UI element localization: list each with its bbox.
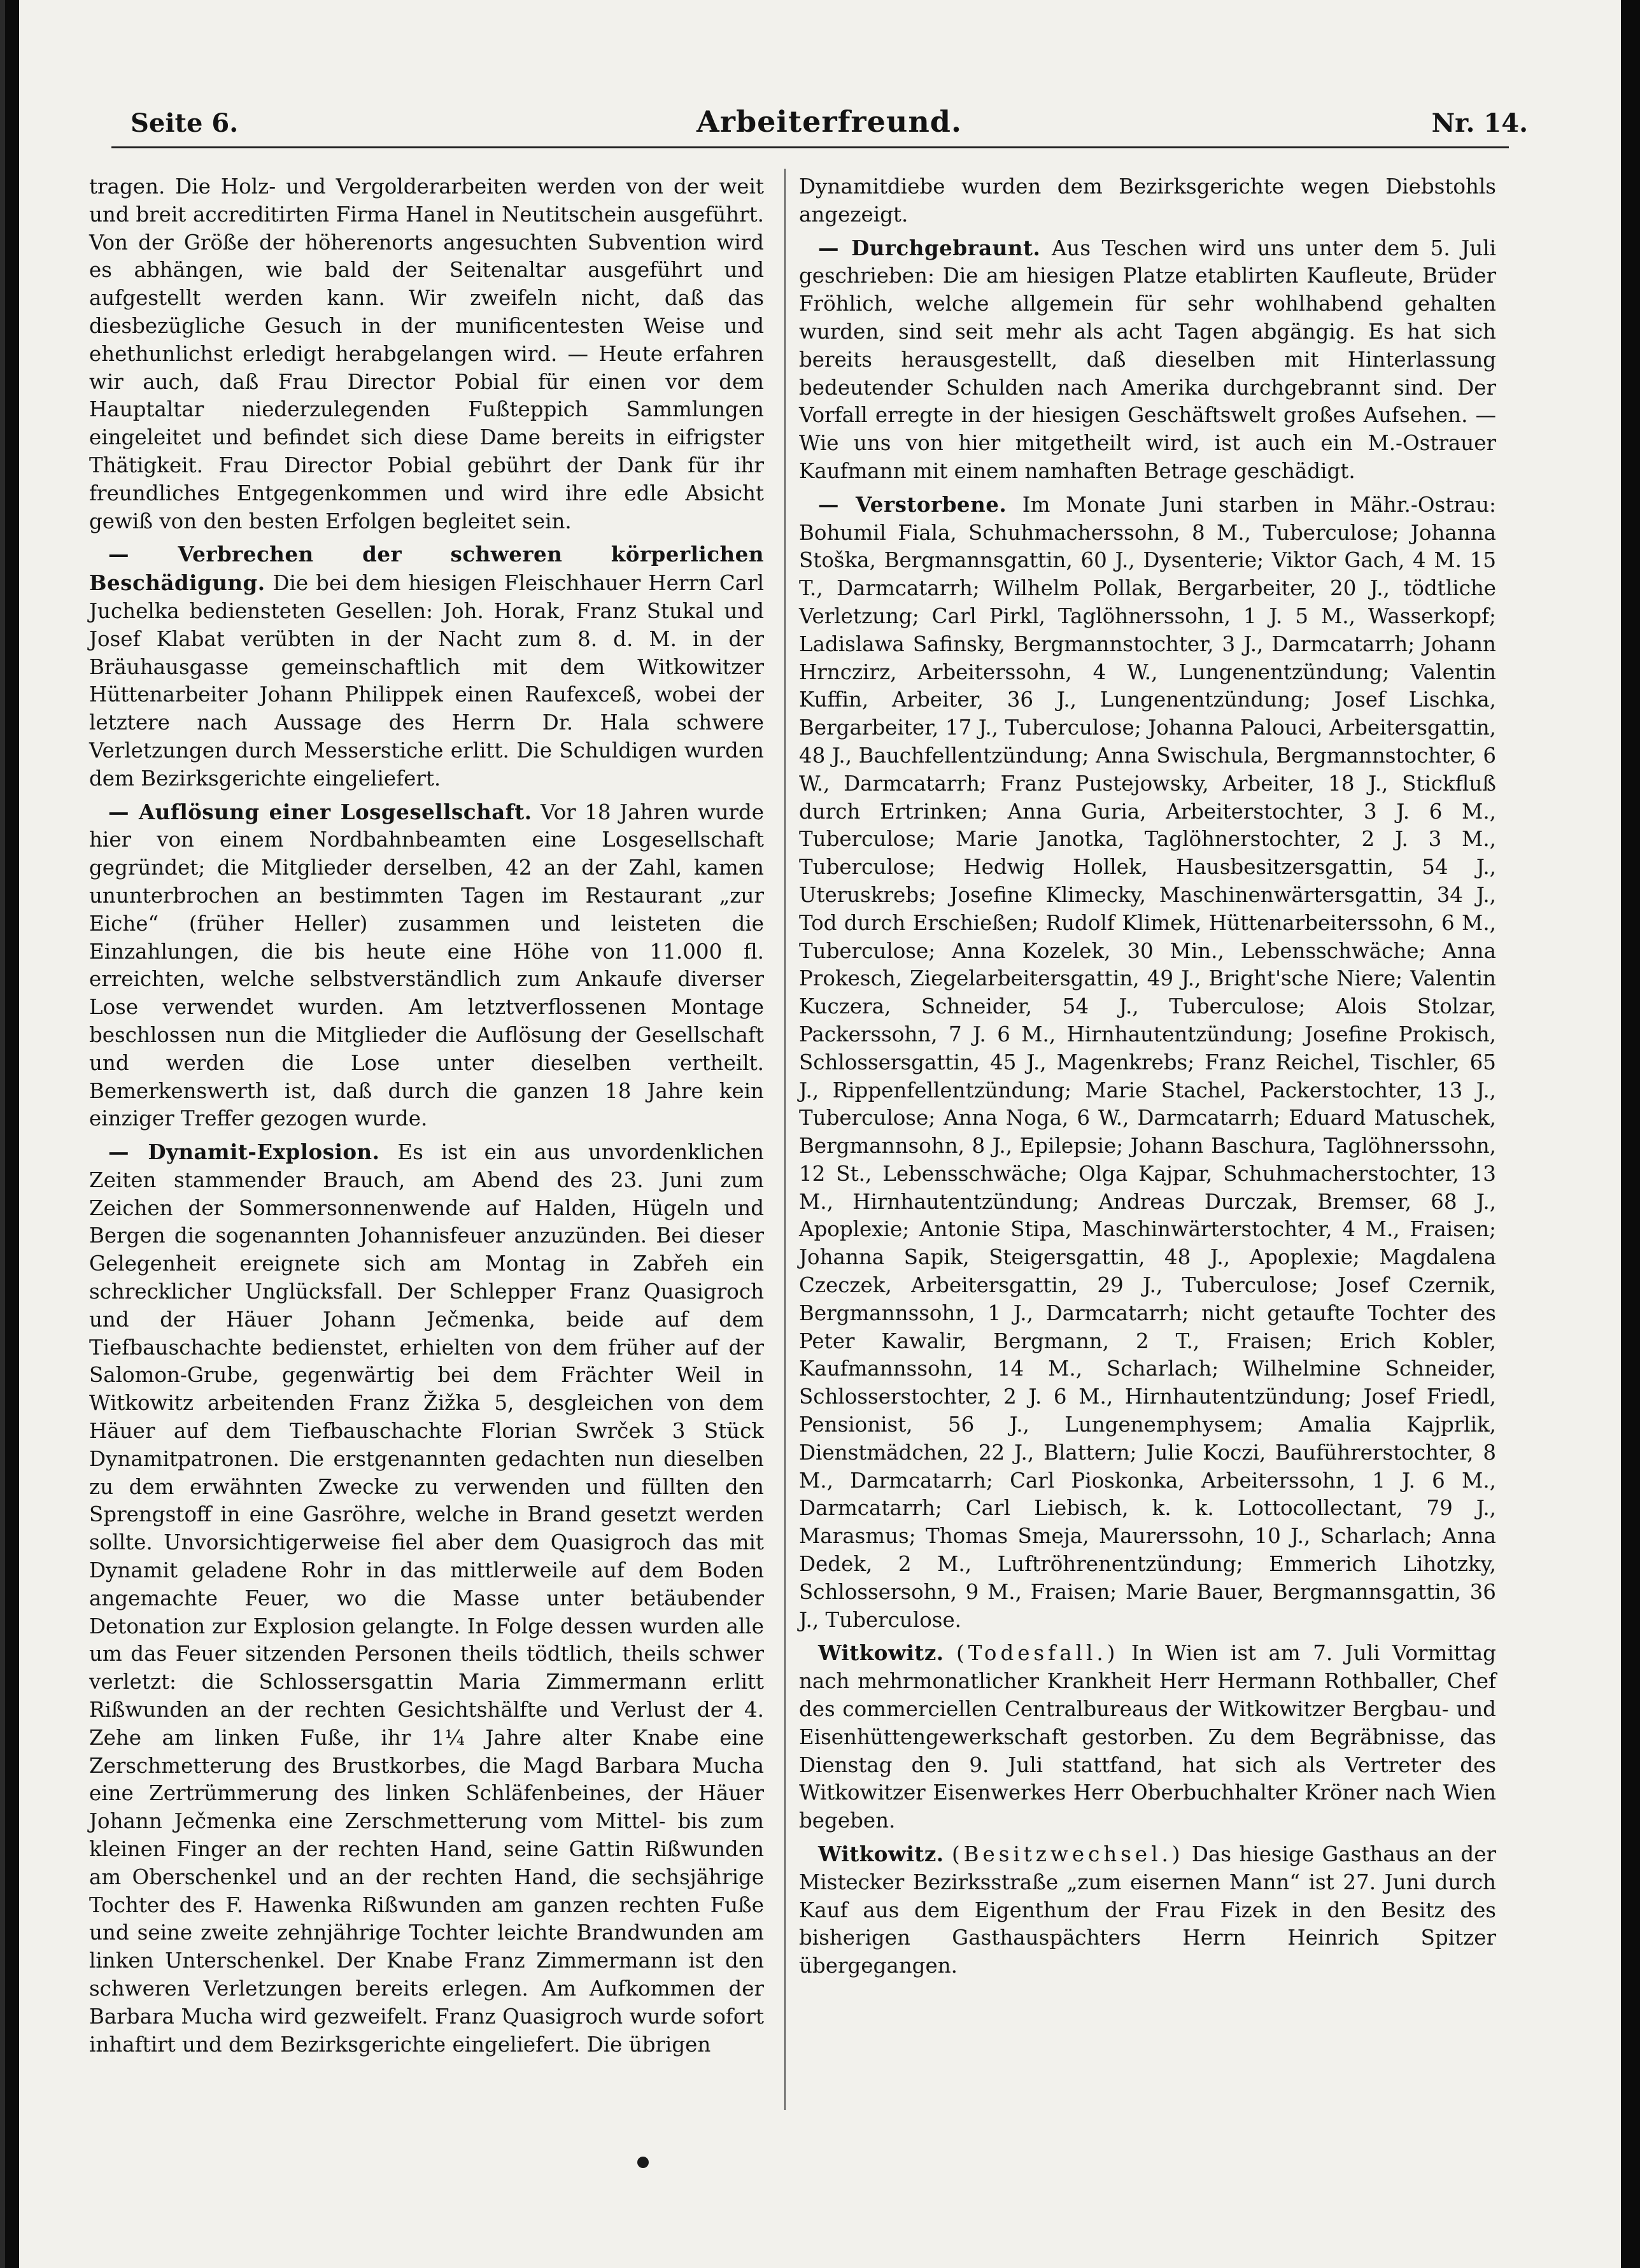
article-deceased-body: Im Monate Juni starben in Mähr.-Ostrau: Bohumil Fiala, Schuhmacherssohn, 8 M., Tuberculose; Johanna Stoška, Bergmannsgattin, 60 J., Dysenterie; Viktor Gach, 4 M. 15 T., Darmcatarrh; Wilhelm Pollak, Bergarbeiter, 20 J., tödtliche Verletzung; Carl Pirkl, Taglöhnerssohn, 1 J. 5 M., Wasserkopf; Ladislawa Safinsky, Bergmannstochter, 3 J., Darmcatarrh; Johann Hrnczirz, Arbeiterssohn, 4 W., Lungenentzündung; Valentin Kuffin, Arbeiter, 36 J., Lungenentzündung; Josef Lischka, Bergarbeiter, 17 J., Tuberculose; Johanna Palouci, Arbeitersgattin, 48 J., Bauchfellentzündung; Anna Swischula, Bergmannstochter, 6 W., Darmcatarrh; Franz Pustejowsky, Arbeiter, 18 J., Stickfluß durch Ertrinken; Anna Guria, Arbeiterstochter, 3 J. 6 M., Tuberculose; Marie Janotka, Taglöhnerstochter, 2 J. 3 M., Tuberculose; Hedwig Hollek, Hausbesitzersgattin, 54 J., Uteruskrebs; Josefine Klimecky, Maschinenwärtersgattin, 34 J., Tod durch Erschießen; Rudolf Klimek, Hüttenarbeiterssohn, 6 M., Tuberculose; Anna Kozelek, 30 Min., Lebensschwäche; Anna Prokesch, Ziegelarbeitersgattin, 49 J., Bright'sche Niere; Valentin Kuczera, Schneider, 54 J., Tuberculose; Alois Stolzar, Packerssohn, 7 J. 6 M., Hirnhautentzündung; Josefine Prokisch, Schlossersgattin, 45 J., Magenkrebs; Franz Reichel, Tischler, 65 J., Rippenfellentzündung; Marie Stachel, Packerstochter, 13 J., Tuberculose; Anna Noga, 6 W., Darmcatarrh; Eduard Matuschek, Bergmannsohn, 8 J., Epilepsie; Johann Baschura, Taglöhnerssohn, 12 St., Lebensschwäche; Olga Kajpar, Schuhmacherstochter, 13 M., Hirnhautentzündung; Andreas Durczak, Bremser, 68 J., Apoplexie; Antonie Stipa, Maschinwärterstochter, 4 M., Fraisen; Johanna Sapik, Steigersgattin, 48 J., Apoplexie; Magdalena Czeczek, Arbeitersgattin, 29 J., Tuberculose; Josef Czernik, Bergmannssohn, 1 J., Darmcatarrh; nicht getaufte Tochter des Peter Kawalir, Bergmann, 2 T., Fraisen; Erich Kobler, Kaufmannssohn, 14 M., Scharlach; Wilhelmine Schneider, Schlosserstochter, 2 J. 6 M., Hirnhautentzündung; Josef Friedl, Pensionist, 56 J., Lungenemphysem; Amalia Kajprlik, Dienstmädchen, 22 J., Blattern; Julie Koczi, Bauführerstochter, 8 M., Darmcatarrh; Carl Pioskonka, Arbeiterssohn, 1 J. 6 M., Darmcatarrh; Carl Liebisch, k. k. Lottocollectant, 79 J., Marasmus; Thomas Smeja, Maurerssohn, 10 J., Scharlach; Anna Dedek, 2 M., Luftröhrenentzündung; Emmerich Lihotzky, Schlossersohn, 9 M., Fraisen; Marie Bauer, Bergmannsgattin, 36 J., Tuberculose. xyxy=(799,492,1496,1632)
article-deceased-title: — Verstorbene. xyxy=(818,491,1007,517)
article-deceased xyxy=(799,491,1496,1635)
article-witkowitz-death-title: Witkowitz. xyxy=(818,1640,944,1666)
article-assault xyxy=(89,540,764,792)
article-witkowitz-death-body: In Wien ist am 7. Juli Vormittag nach mehrmonatlicher Krankheit Herr Hermann Rothballer, Chef des commerciellen Centralbureaus der Witkowitzer Bergbau- und Eisenhüttengewerkschaft gestorben. Zu dem Begräbnisse, das Dienstag den 9. Juli stattfand, hat sich als Vertreter des Witkowitzer Eisenwerkes Herr Oberbuchhalter Kröner nach Wien begeben. xyxy=(799,1641,1496,1833)
article-absconded xyxy=(799,234,1496,486)
article-witkowitz-ownership xyxy=(799,1840,1496,1980)
article-witkowitz-ownership-body: Das hiesige Gasthaus an der Mistecker Bezirksstraße „zum eisernen Mann“ ist 27. Juni durch Kauf aus dem Eigenthum der Frau Fizek in den Besitz des bisherigen Gasthauspächters Herrn Heinrich Spitzer übergegangen. xyxy=(799,1842,1497,1978)
article-absconded-title: — Durchgebraunt. xyxy=(818,235,1041,260)
left-column xyxy=(89,173,764,2059)
ink-dot xyxy=(637,2157,649,2168)
article-lottery-title: — Auflösung einer Losgesellschaft. xyxy=(108,799,532,824)
page-header xyxy=(131,102,1528,146)
column-divider xyxy=(784,169,786,2110)
issue-number: Nr. 14. xyxy=(1431,108,1528,138)
article-witkowitz-death xyxy=(799,1639,1496,1835)
masthead-title: Arbeiterfreund. xyxy=(696,104,962,139)
scan-edge xyxy=(0,0,5,2268)
article-absconded-body: Aus Teschen wird uns unter dem 5. Juli geschrieben: Die am hiesigen Platze etablirten Kaufleute, Brüder Fröhlich, welche allgemein für sehr wohlhabend gehalten wurden, sind seit mehr als acht Tagen abgängig. Es hat sich bereits herausgestellt, daß dieselben mit Hinterlassung bedeutender Schulden nach Amerika durchgebrannt sind. Der Vorfall erregte in der hiesigen Geschäftswelt großes Aufsehen. — Wie uns von hier mitgetheilt wird, ist auch ein M.-Ostrauer Kaufmann mit einem namhaften Betrage geschädigt. xyxy=(799,236,1496,483)
article-lottery-body: Vor 18 Jahren wurde hier von einem Nordbahnbeamten eine Losgesellschaft gegründet; die Mitglieder derselben, 42 an der Zahl, kamen ununterbrochen an bestimmten Tagen im Restaurant „zur Eiche“ (früher Heller) zusammen und leisteten die Einzahlungen, die bis heute eine Höhe von 11.000 fl. erreichten, welche selbstverständlich zum Ankaufe diverser Lose verwendet wurden. Am letztverflossenen Montage beschlossen nun die Mitglieder die Auflösung der Gesellschaft und werden die Lose unter dieselben vertheilt. Bemerkenswerth ist, daß durch die ganzen 18 Jahre kein einziger Treffer gezogen wurde. xyxy=(89,799,764,1131)
header-rule xyxy=(111,146,1509,148)
article-assault-title: — Verbrechen der schweren körperlichen Beschädigung. xyxy=(89,542,764,596)
article-explosion-continuation: Dynamitdiebe wurden dem Bezirksgerichte wegen Diebstohls angezeigt. xyxy=(799,174,1496,227)
article-witkowitz-ownership-sub: (Besitzwechsel.) xyxy=(951,1842,1184,1867)
page-number: Seite 6. xyxy=(131,108,239,138)
article-assault-body: Die bei dem hiesigen Fleischhauer Herrn Carl Juchelka bediensteten Gesellen: Joh. Horak, Franz Stukal und Josef Klabat verübten in der Nacht zum 8. d. M. in der Bräuhausgasse gemeinschaftlich mit dem Witkowitzer Hüttenarbeiter Johann Philippek einen Raufexceß, wobei der letztere nach Aussage des Herrn Dr. Hala schwere Verletzungen durch Messerstiche erlitt. Die Schuldigen wurden dem Bezirksgerichte eingeliefert. xyxy=(89,571,764,791)
article-witkowitz-death-sub: (Todesfall.) xyxy=(956,1641,1119,1666)
article-witkowitz-ownership-title: Witkowitz. xyxy=(818,1842,944,1867)
article-explosion-title: — Dynamit-Explosion. xyxy=(108,1139,380,1165)
right-column xyxy=(799,173,1496,1980)
article-explosion-body: Es ist ein aus unvordenklichen Zeiten stammender Brauch, am Abend des 23. Juni zum Zeichen der Sommersonnenwende auf Halden, Hügeln und Bergen die sogenannten Johannisfeuer anzuzünden. Bei dieser Gelegenheit ereignete sich am Montag in Zabřeh ein schrecklicher Unglücksfall. Der Schlepper Franz Quasigroch und der Häuer Johann Ječmenka, beide auf dem Tiefbauschachte bedienstet, erhielten von dem früher auf der Salomon-Grube, gegenwärtig bei dem Frächter Weil in Witkowitz arbeitenden Franz Žižka 5, desgleichen von dem Häuer auf dem Tiefbauschachte Florian Swrček 3 Stück Dynamitpatronen. Die erstgenannten gedachten nun dieselben zu dem erwähnten Zwecke zu verwenden und füllten den Sprengstoff in eine Gasröhre, welche in Brand gesetzt werden sollte. Unvorsichtigerweise fiel aber dem Quasigroch das mit Dynamit geladene Rohr in das mittlerweile auf dem Boden angemachte Feuer, wo die Masse unter betäubender Detonation zur Explosion gelangte. In Folge dessen wurden alle um das Feuer sitzenden Personen theils tödtlich, theils schwer verletzt: die Schlossersgattin Maria Zimmermann erlitt Rißwunden an der rechten Gesichtshälfte und Verlust der 4. Zehe am linken Fuße, ihr 1¼ Jahre alter Knabe eine Zerschmetterung des Brustkorbes, die Magd Barbara Mucha eine Zertrümmerung des linken Schläfenbeines, der Häuer Johann Ječmenka eine Zerschmetterung vom Mittel- bis zum kleinen Finger an der rechten Hand, seine Gattin Rißwunden am Oberschenkel und an der rechten Hand, die sechsjährige Tochter des F. Hawenka Rißwunden am ganzen rechten Fuße und seine zweite zehnjährige Tochter leichte Brandwunden am linken Unterschenkel. Der Knabe Franz Zimmermann ist den schweren Verletzungen bereits erlegen. Am Aufkommen der Barbara Mucha wird gezweifelt. Franz Quasigroch wurde sofort inhaftirt und dem Bezirksgerichte eingeliefert. Die übrigen xyxy=(89,1140,764,2057)
article-altar-continuation: tragen. Die Holz- und Vergolderarbeiten werden von der weit und breit accreditirten Firma Hanel in Neutitschein ausgeführt. Von der Größe der höherenorts angesuchten Subvention wird es abhängen, wie bald der Seitenaltar ausgeführt und aufgestellt werden kann. Wir zweifeln nicht, daß das diesbezügliche Gesuch in der munificentesten Weise und ehethunlichst erledigt herabgelangen wird. — Heute erfahren wir auch, daß Frau Director Pobial für einen vor dem Hauptaltar niederzulegenden Fußteppich Sammlungen eingeleitet und befindet sich diese Dame bereits in eifrigster Thätigkeit. Frau Director Pobial gebührt der Dank für ihr freundliches Entgegenkommen und wird ihre edle Absicht gewiß von den besten Erfolgen begleitet sein. xyxy=(89,174,764,533)
article-lottery xyxy=(89,798,764,1134)
article-explosion xyxy=(89,1138,764,2059)
